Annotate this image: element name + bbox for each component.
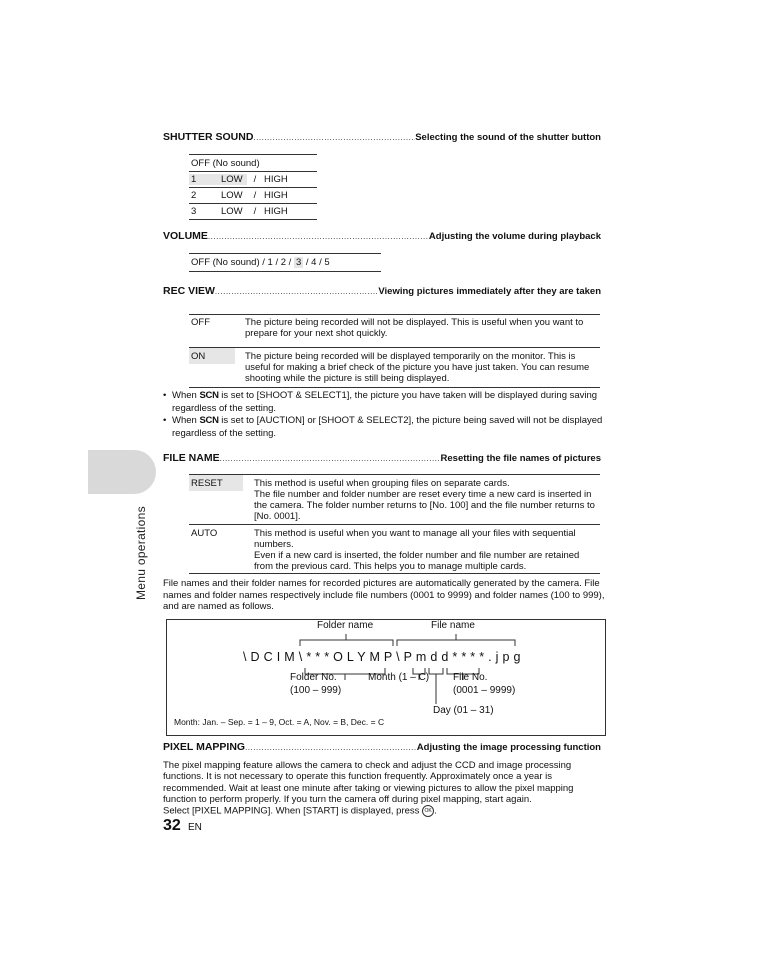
file-range-label: (0001 – 9999) [453,685,516,696]
volume-header [163,230,601,242]
folder-name-label: Folder name [317,620,374,631]
table-row: 1 LOW / HIGH [191,174,288,185]
rec-view-header [163,285,601,297]
table-row: 2 LOW / HIGH [191,190,288,201]
table-row: 3 LOW / HIGH [191,206,288,217]
pixel-mapping-title: PIXEL MAPPING [163,741,246,753]
rec-view-title: REC VIEW [163,285,215,297]
shutter-sound-desc: Selecting the sound of the shutter button [415,132,601,143]
shutter-sound-title: SHUTTER SOUND [163,131,254,143]
rec-view-table: OFF The picture being recorded will not be displayed. This is useful when you want to prepare for your next shot quickly. ON The picture being recorded will be displayed temporarily on the monitor. This is useful for making a brief check of the picture you have just taken. You can resume shooting while the picture is still being displayed. [189,314,600,388]
pixel-mapping-select: Select [PIXEL MAPPING]. When [START] is displayed, press OK . [163,805,437,817]
folder-range-label: (100 – 999) [290,685,342,696]
ok-button-icon: OK [422,805,434,817]
page-number: 32 [163,817,181,834]
file-name-title: FILE NAME [163,452,220,464]
file-name-diagram [166,619,606,736]
file-name-table: RESET This method is useful when grouping files on separate cards. The file number and folder number are reset every time a new card is inserted in the camera. The folder number returns to [No. 100] and the file number returns to [No. 0001]. AUTO This method is useful when you want to manage all your files with sequential numbers. Even if a new card is inserted, the folder number and file number are retained from the previous card. This helps you to manage multiple cards. [189,474,600,574]
table-row: OFF (No sound) / 1 / 2 / 3 / 4 / 5 [191,257,330,268]
file-name-label: File name [431,620,475,631]
day-label: Day (01 – 31) [433,705,494,716]
file-name-desc: Resetting the file names of pictures [440,453,601,464]
note-item: • When SCN is set to [AUCTION] or [SHOOT & SELECT2], the picture being saved will not be displayed regardless of the setting. [163,415,603,439]
shutter-sound-header [163,131,601,143]
month-note: Month: Jan. – Sep. = 1 – 9, Oct. = A, Nov. = B, Dec. = C [174,717,385,727]
volume-table [189,253,381,272]
volume-desc: Adjusting the volume during playback [428,231,601,242]
language-code: EN [188,822,202,833]
scn-icon: SCN [199,415,219,426]
file-name-header [163,452,601,464]
pixel-mapping-desc: Adjusting the image processing function [416,742,601,753]
rec-view-desc: Viewing pictures immediately after they are taken [378,286,601,297]
file-name-intro: File names and their folder names for recorded pictures are automatically generated by the camera. File names and folder names respectively include file numbers (0001 to 9999) and folder names (100 to 999), and are named as follows. [163,578,605,612]
scn-icon: SCN [199,390,219,401]
folder-no-label: Folder No. [290,672,337,683]
volume-title: VOLUME [163,230,208,242]
section-tab [88,450,156,494]
shutter-sound-table [189,154,317,220]
month-label: Month (1 – C) [368,672,430,683]
note-item: • When SCN is set to [SHOOT & SELECT1], the picture you have taken will be displayed during saving regardless of the setting. [163,390,598,414]
sidebar-label: Menu operations [134,506,148,600]
table-row: OFF (No sound) [191,158,260,169]
file-path: \ D C I M \ * * * O L Y M P \ P m d d * * * * . j p g [243,650,521,664]
pixel-mapping-body: The pixel mapping feature allows the camera to check and adjust the CCD and image processing functions. It is not necessary to operate this function frequently. Approximately once a year is recommended. Wait at least one minute after taking or viewing pictures to allow the pixel mapping function to perform properly. If you turn the camera off during pixel mapping, start again. [163,760,574,805]
file-no-label: File No. [453,672,488,683]
pixel-mapping-header [163,741,601,753]
